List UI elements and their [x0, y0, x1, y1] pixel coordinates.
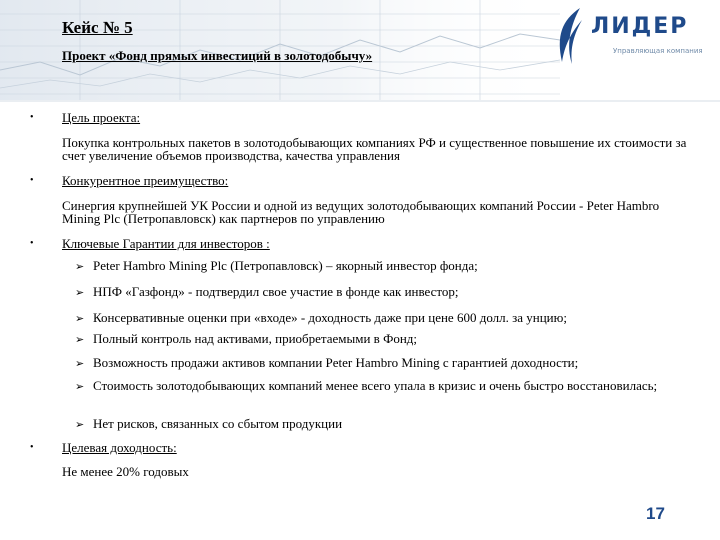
- guarantee-item: Возможность продажи активов компании Peter Hambro Mining с гарантией доходности;: [93, 355, 579, 370]
- logo-tagline: Управляющая компания: [613, 47, 703, 55]
- advantage-text: Синергия крупнейшей УК России и одной из ведущих золотодобывающих компаний России - Peter Hambro Mining Plc (Петропавловск) как партнеров по управлению: [62, 198, 660, 226]
- guarantee-item: Стоимость золотодобывающих компаний менее всего упала в кризис и очень быстро восстановилась;: [93, 378, 658, 393]
- slide-title: Кейс № 5: [62, 18, 133, 37]
- yield-text: Не менее 20% годовых: [62, 464, 189, 479]
- advantage-heading: Конкурентное преимущество:: [62, 173, 229, 188]
- bullet-icon: •: [30, 238, 34, 249]
- arrow-bullet-icon: ➢: [75, 286, 85, 299]
- arrow-bullet-icon: ➢: [75, 333, 85, 346]
- arrow-bullet-icon: ➢: [75, 260, 85, 273]
- guarantee-item: Нет рисков, связанных со сбытом продукции: [93, 416, 343, 431]
- goal-heading: Цель проекта:: [62, 110, 141, 125]
- bullet-icon: •: [30, 175, 34, 186]
- yield-heading: Целевая доходность:: [62, 440, 177, 455]
- guarantee-item: Консервативные оценки при «входе» - доходность даже при цене 600 долл. за унцию;: [93, 310, 567, 325]
- arrow-bullet-icon: ➢: [75, 357, 85, 370]
- guarantee-item: Полный контроль над активами, приобретаемыми в Фонд;: [93, 331, 418, 346]
- page-number: 17: [646, 504, 665, 523]
- guarantees-heading: Ключевые Гарантии для инвесторов :: [62, 236, 270, 251]
- logo-name: ЛИДЕР: [591, 14, 689, 39]
- arrow-bullet-icon: ➢: [75, 312, 85, 325]
- guarantee-item: НПФ «Газфонд» - подтвердил свое участие в фонде как инвестор;: [93, 284, 459, 299]
- goal-text: Покупка контрольных пакетов в золотодобывающих компаниях РФ и существенное повышение их стоимости за счет увеличение объемов производства, качества управления: [62, 135, 687, 163]
- bullet-icon: •: [30, 442, 34, 453]
- arrow-bullet-icon: ➢: [75, 380, 85, 393]
- logo-swoosh-icon: [552, 6, 592, 70]
- arrow-bullet-icon: ➢: [75, 418, 85, 431]
- bullet-icon: •: [30, 112, 34, 123]
- guarantee-item: Peter Hambro Mining Plc (Петропавловск) – якорный инвестор фонда;: [93, 258, 478, 273]
- company-logo: [552, 6, 720, 70]
- slide-subtitle: Проект «Фонд прямых инвестиций в золотодобычу»: [62, 48, 373, 63]
